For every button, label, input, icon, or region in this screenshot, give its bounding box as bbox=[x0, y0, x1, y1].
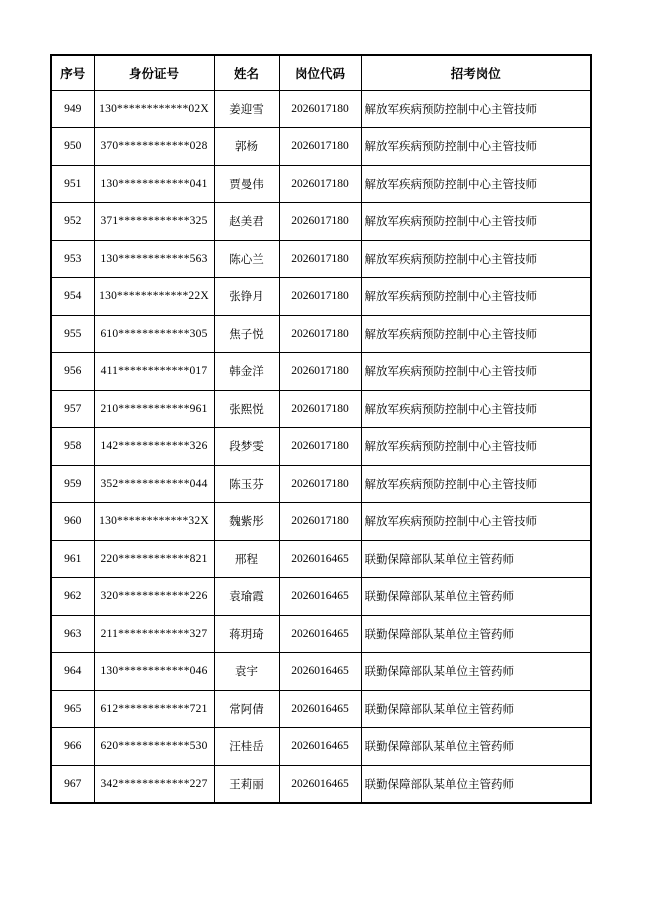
name-cell: 陈心兰 bbox=[214, 240, 279, 278]
job-code-cell: 2026017180 bbox=[279, 165, 361, 203]
job-code-cell: 2026017180 bbox=[279, 428, 361, 466]
seq-cell: 949 bbox=[51, 90, 94, 128]
table-row bbox=[51, 653, 591, 691]
job-code-cell: 2026017180 bbox=[279, 90, 361, 128]
name-cell: 魏紫彤 bbox=[214, 503, 279, 541]
header-job-title: 招考岗位 bbox=[361, 55, 591, 90]
job-code-cell: 2026017180 bbox=[279, 278, 361, 316]
seq-cell: 967 bbox=[51, 765, 94, 803]
seq-cell: 961 bbox=[51, 540, 94, 578]
job-title-cell: 联勤保障部队某单位主管药师 bbox=[361, 765, 591, 803]
job-code-cell: 2026017180 bbox=[279, 203, 361, 241]
name-cell: 张熙悦 bbox=[214, 390, 279, 428]
name-cell: 袁宇 bbox=[214, 653, 279, 691]
job-title-cell: 联勤保障部队某单位主管药师 bbox=[361, 653, 591, 691]
id-number-cell: 320************226 bbox=[94, 578, 214, 616]
job-code-cell: 2026017180 bbox=[279, 353, 361, 391]
table-row bbox=[51, 240, 591, 278]
seq-cell: 958 bbox=[51, 428, 94, 466]
job-code-cell: 2026016465 bbox=[279, 540, 361, 578]
name-cell: 赵美君 bbox=[214, 203, 279, 241]
id-number-cell: 142************326 bbox=[94, 428, 214, 466]
job-title-cell: 解放军疾病预防控制中心主管技师 bbox=[361, 165, 591, 203]
seq-cell: 957 bbox=[51, 390, 94, 428]
header-name: 姓名 bbox=[214, 55, 279, 90]
table-row bbox=[51, 90, 591, 128]
seq-cell: 960 bbox=[51, 503, 94, 541]
id-number-cell: 411************017 bbox=[94, 353, 214, 391]
table-row bbox=[51, 540, 591, 578]
id-number-cell: 371************325 bbox=[94, 203, 214, 241]
seq-cell: 950 bbox=[51, 128, 94, 166]
table-row bbox=[51, 728, 591, 766]
job-title-cell: 解放军疾病预防控制中心主管技师 bbox=[361, 465, 591, 503]
id-number-cell: 610************305 bbox=[94, 315, 214, 353]
table-row bbox=[51, 203, 591, 241]
table-row bbox=[51, 765, 591, 803]
table-row bbox=[51, 128, 591, 166]
table-row bbox=[51, 353, 591, 391]
id-number-cell: 370************028 bbox=[94, 128, 214, 166]
job-code-cell: 2026017180 bbox=[279, 503, 361, 541]
table-row bbox=[51, 690, 591, 728]
id-number-cell: 620************530 bbox=[94, 728, 214, 766]
job-title-cell: 解放军疾病预防控制中心主管技师 bbox=[361, 203, 591, 241]
seq-cell: 956 bbox=[51, 353, 94, 391]
table-row bbox=[51, 278, 591, 316]
job-code-cell: 2026017180 bbox=[279, 240, 361, 278]
id-number-cell: 342************227 bbox=[94, 765, 214, 803]
seq-cell: 962 bbox=[51, 578, 94, 616]
name-cell: 陈玉芬 bbox=[214, 465, 279, 503]
table-row bbox=[51, 578, 591, 616]
job-title-cell: 联勤保障部队某单位主管药师 bbox=[361, 690, 591, 728]
job-title-cell: 解放军疾病预防控制中心主管技师 bbox=[361, 90, 591, 128]
job-title-cell: 解放军疾病预防控制中心主管技师 bbox=[361, 278, 591, 316]
table-row bbox=[51, 390, 591, 428]
table-row bbox=[51, 428, 591, 466]
job-code-cell: 2026017180 bbox=[279, 315, 361, 353]
header-seq: 序号 bbox=[51, 55, 94, 90]
name-cell: 蒋玥琦 bbox=[214, 615, 279, 653]
id-number-cell: 130************041 bbox=[94, 165, 214, 203]
job-title-cell: 解放军疾病预防控制中心主管技师 bbox=[361, 315, 591, 353]
name-cell: 段梦雯 bbox=[214, 428, 279, 466]
seq-cell: 952 bbox=[51, 203, 94, 241]
seq-cell: 964 bbox=[51, 653, 94, 691]
job-title-cell: 联勤保障部队某单位主管药师 bbox=[361, 728, 591, 766]
job-title-cell: 解放军疾病预防控制中心主管技师 bbox=[361, 503, 591, 541]
seq-cell: 954 bbox=[51, 278, 94, 316]
job-title-cell: 解放军疾病预防控制中心主管技师 bbox=[361, 428, 591, 466]
job-code-cell: 2026016465 bbox=[279, 728, 361, 766]
job-title-cell: 联勤保障部队某单位主管药师 bbox=[361, 615, 591, 653]
seq-cell: 965 bbox=[51, 690, 94, 728]
seq-cell: 953 bbox=[51, 240, 94, 278]
table-row bbox=[51, 315, 591, 353]
seq-cell: 966 bbox=[51, 728, 94, 766]
table-row bbox=[51, 465, 591, 503]
table-row bbox=[51, 615, 591, 653]
job-title-cell: 解放军疾病预防控制中心主管技师 bbox=[361, 390, 591, 428]
id-number-cell: 220************821 bbox=[94, 540, 214, 578]
name-cell: 韩金洋 bbox=[214, 353, 279, 391]
id-number-cell: 130************02X bbox=[94, 90, 214, 128]
job-code-cell: 2026016465 bbox=[279, 765, 361, 803]
header-id-number: 身份证号 bbox=[94, 55, 214, 90]
seq-cell: 959 bbox=[51, 465, 94, 503]
job-title-cell: 解放军疾病预防控制中心主管技师 bbox=[361, 353, 591, 391]
job-title-cell: 联勤保障部队某单位主管药师 bbox=[361, 578, 591, 616]
job-code-cell: 2026017180 bbox=[279, 128, 361, 166]
job-code-cell: 2026016465 bbox=[279, 615, 361, 653]
name-cell: 邢程 bbox=[214, 540, 279, 578]
id-number-cell: 352************044 bbox=[94, 465, 214, 503]
table-body bbox=[51, 90, 591, 803]
id-number-cell: 130************32X bbox=[94, 503, 214, 541]
job-code-cell: 2026017180 bbox=[279, 390, 361, 428]
name-cell: 张铮月 bbox=[214, 278, 279, 316]
job-title-cell: 解放军疾病预防控制中心主管技师 bbox=[361, 240, 591, 278]
seq-cell: 963 bbox=[51, 615, 94, 653]
id-number-cell: 211************327 bbox=[94, 615, 214, 653]
job-code-cell: 2026016465 bbox=[279, 653, 361, 691]
table-header-row bbox=[51, 55, 591, 90]
name-cell: 郭杨 bbox=[214, 128, 279, 166]
recruitment-table bbox=[50, 54, 592, 804]
id-number-cell: 210************961 bbox=[94, 390, 214, 428]
name-cell: 贾曼伟 bbox=[214, 165, 279, 203]
id-number-cell: 130************046 bbox=[94, 653, 214, 691]
table-row bbox=[51, 165, 591, 203]
id-number-cell: 130************22X bbox=[94, 278, 214, 316]
name-cell: 姜迎雪 bbox=[214, 90, 279, 128]
seq-cell: 955 bbox=[51, 315, 94, 353]
header-job-code: 岗位代码 bbox=[279, 55, 361, 90]
job-code-cell: 2026016465 bbox=[279, 690, 361, 728]
job-code-cell: 2026016465 bbox=[279, 578, 361, 616]
job-title-cell: 解放军疾病预防控制中心主管技师 bbox=[361, 128, 591, 166]
name-cell: 王莉丽 bbox=[214, 765, 279, 803]
id-number-cell: 130************563 bbox=[94, 240, 214, 278]
job-title-cell: 联勤保障部队某单位主管药师 bbox=[361, 540, 591, 578]
name-cell: 汪桂岳 bbox=[214, 728, 279, 766]
job-code-cell: 2026017180 bbox=[279, 465, 361, 503]
name-cell: 焦子悦 bbox=[214, 315, 279, 353]
name-cell: 袁瑜霞 bbox=[214, 578, 279, 616]
id-number-cell: 612************721 bbox=[94, 690, 214, 728]
table-row bbox=[51, 503, 591, 541]
seq-cell: 951 bbox=[51, 165, 94, 203]
name-cell: 常阿倩 bbox=[214, 690, 279, 728]
